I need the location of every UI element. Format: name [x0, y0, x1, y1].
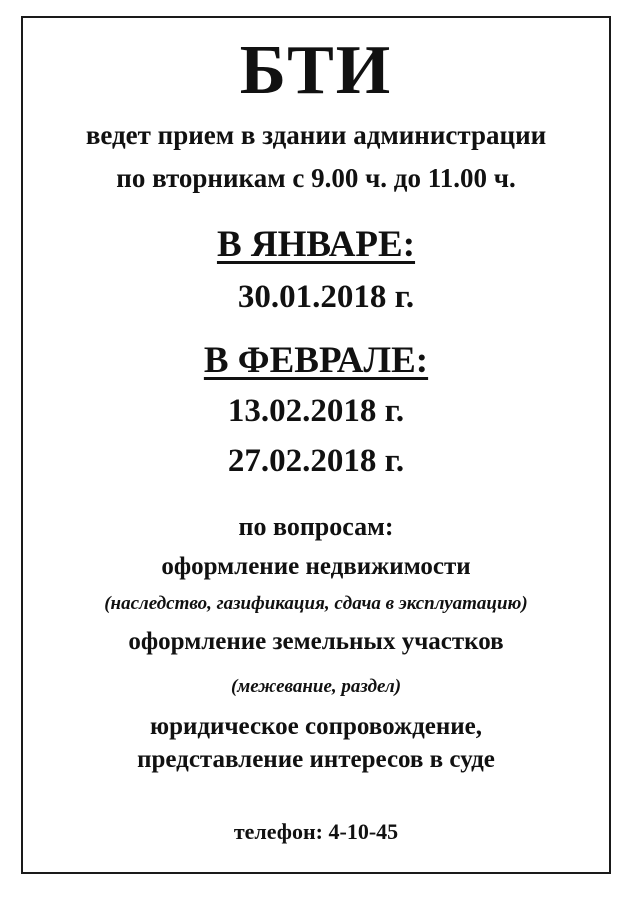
intro-line-2: по вторникам с 9.00 ч. до 11.00 ч.	[116, 163, 516, 193]
topic-real-estate-note: (наследство, газификация, сдача в эксплуатацию)	[104, 593, 528, 614]
month-january	[21, 226, 611, 263]
month-february-label: В ФЕВРАЛЕ:	[203, 340, 429, 381]
intro-line-1: ведет прием в здании администрации	[85, 120, 547, 150]
notice-title: БТИ	[239, 32, 393, 109]
date-january-1: 30.01.2018 г.	[237, 279, 415, 315]
topic-court-representation: представление интересов в суде	[137, 746, 495, 773]
topics-heading: по вопросам:	[238, 512, 394, 541]
phone-number: телефон: 4-10-45	[233, 819, 399, 844]
month-january-label: В ЯНВАРЕ:	[216, 224, 416, 265]
date-february-1: 13.02.2018 г.	[227, 393, 405, 429]
topic-land-plots: оформление земельных участков	[128, 628, 504, 655]
topic-real-estate: оформление недвижимости	[161, 553, 471, 580]
month-february	[21, 342, 611, 379]
topic-land-plots-note: (межевание, раздел)	[230, 676, 402, 697]
date-february-2: 27.02.2018 г.	[227, 443, 405, 479]
topic-legal-support: юридическое сопровождение,	[150, 713, 482, 740]
